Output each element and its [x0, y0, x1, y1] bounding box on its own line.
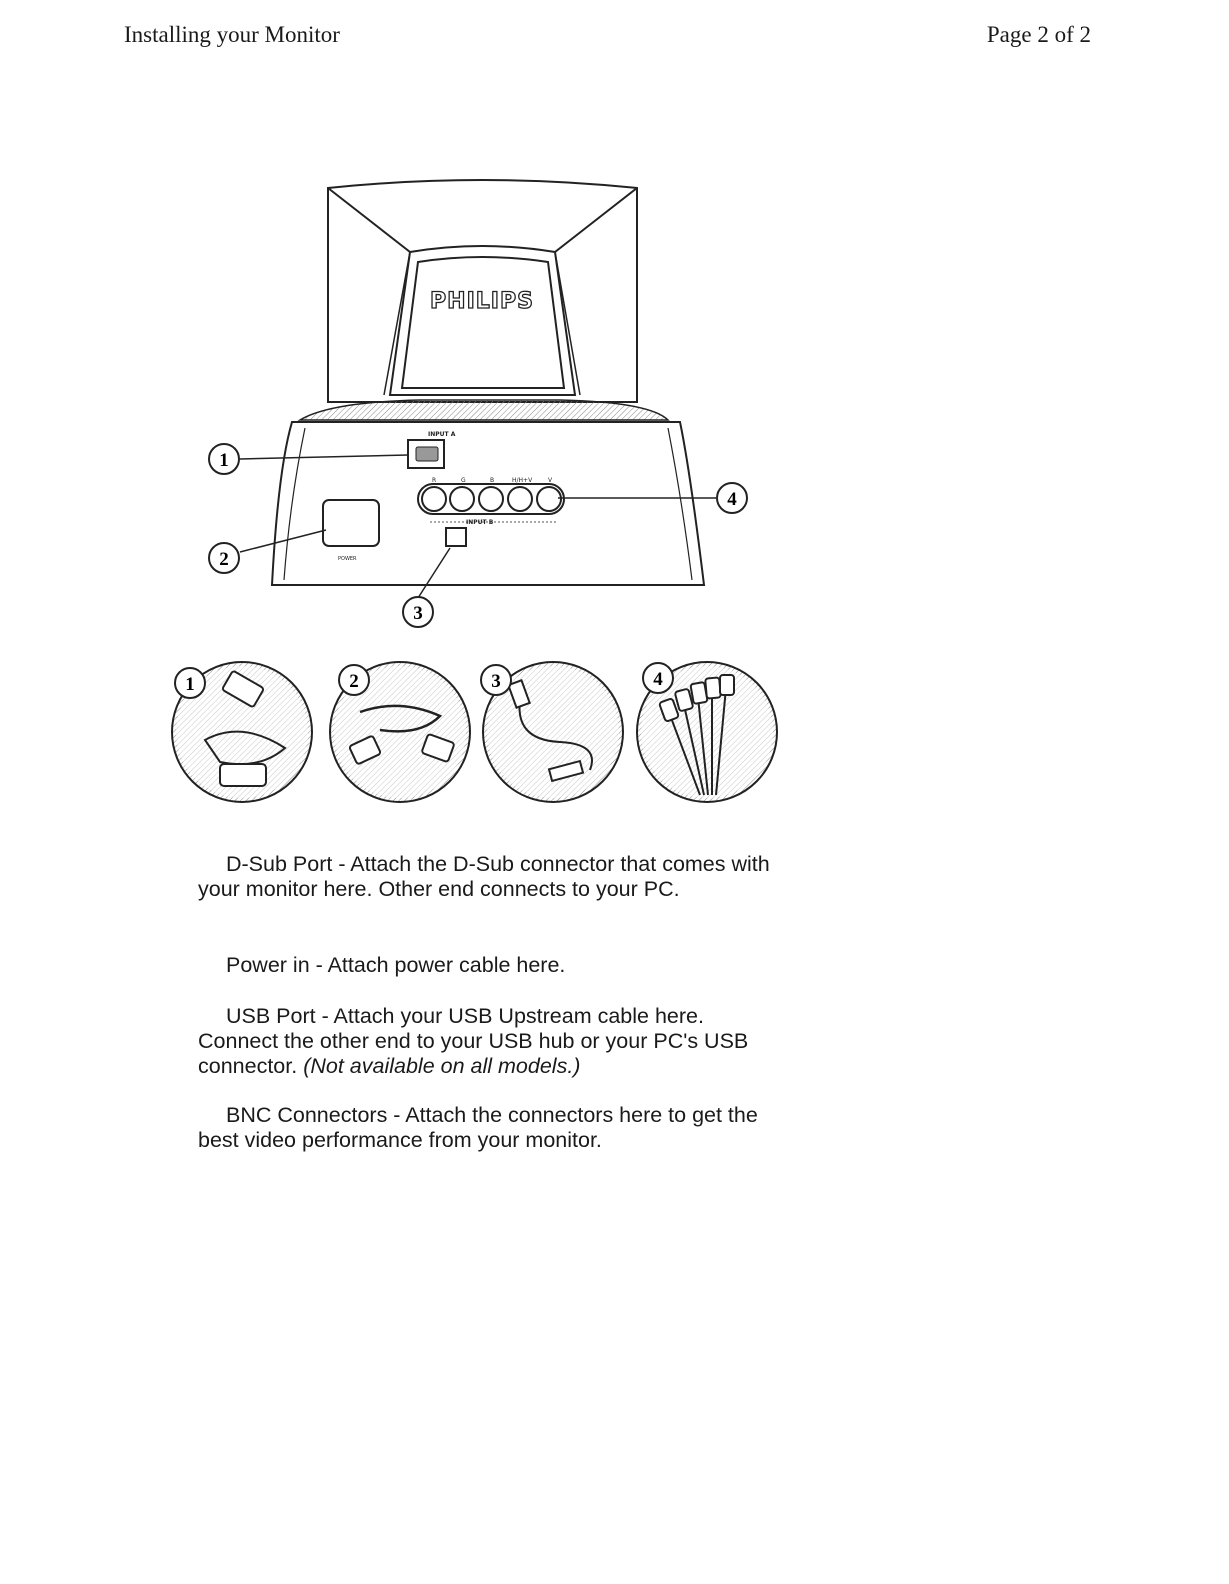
- description-dsub-text: D-Sub Port - Attach the D-Sub connector that comes with your monitor here. Other end connects to your PC.: [198, 852, 770, 901]
- description-bnc-text: BNC Connectors - Attach the connectors here to get the best video performance from your monitor.: [198, 1103, 758, 1152]
- page-number: Page 2 of 2: [986, 22, 1091, 47]
- callout-4: 4: [727, 489, 737, 510]
- input-a-label: INPUT A: [428, 431, 456, 438]
- document-title: Installing your Monitor: [124, 22, 340, 47]
- bnc-label-g: G: [461, 477, 466, 484]
- power-socket: [323, 500, 379, 546]
- input-b-label: INPUT B: [466, 519, 494, 526]
- description-usb: [198, 1004, 778, 1079]
- description-power: [198, 953, 778, 978]
- bnc-connectors: [418, 484, 564, 514]
- brand-logo: PHILIPS: [430, 289, 534, 314]
- callout-1: 1: [219, 450, 229, 471]
- dsub-port-inner: [416, 447, 438, 461]
- bnc-label-b: B: [490, 477, 495, 484]
- power-label: POWER: [338, 556, 357, 562]
- cable-callout-1: 1: [185, 674, 195, 695]
- description-bnc: [198, 1103, 778, 1153]
- bnc-label-hv: H/H+V: [512, 477, 533, 484]
- description-dsub: [198, 852, 778, 902]
- description-power-text: Power in - Attach power cable here.: [226, 953, 566, 977]
- callout-3: 3: [413, 603, 423, 624]
- description-usb-text: USB Port - Attach your USB Upstream cable here. Connect the other end to your USB hub or your PC's USB connector.: [198, 1004, 749, 1078]
- description-usb-note: (Not available on all models.): [303, 1054, 581, 1078]
- callout-2: 2: [219, 549, 229, 570]
- cable-callout-3: 3: [491, 671, 501, 692]
- cable-callout-4: 4: [653, 669, 663, 690]
- bnc-label-v: V: [548, 477, 553, 484]
- usb-port: [446, 528, 466, 546]
- cable-callout-2: 2: [349, 671, 359, 692]
- bnc-label-r: R: [432, 477, 437, 484]
